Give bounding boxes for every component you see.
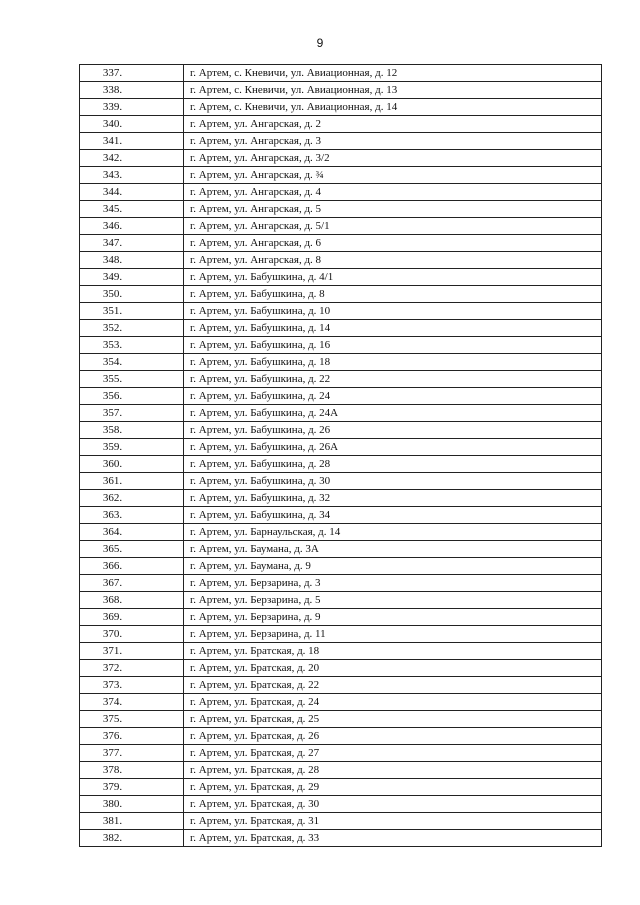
row-address: г. Артем, ул. Братская, д. 33 (184, 830, 602, 847)
row-number: 359. (80, 439, 184, 456)
row-address: г. Артем, ул. Ангарская, д. 3 (184, 133, 602, 150)
row-address: г. Артем, ул. Братская, д. 31 (184, 813, 602, 830)
row-number: 357. (80, 405, 184, 422)
row-address: г. Артем, ул. Бабушкина, д. 24 (184, 388, 602, 405)
table-row (80, 337, 602, 354)
table-row (80, 541, 602, 558)
row-number: 366. (80, 558, 184, 575)
row-address: г. Артем, ул. Братская, д. 18 (184, 643, 602, 660)
row-address: г. Артем, ул. Ангарская, д. 8 (184, 252, 602, 269)
table-row (80, 218, 602, 235)
row-address: г. Артем, ул. Братская, д. 29 (184, 779, 602, 796)
row-number: 374. (80, 694, 184, 711)
row-address: г. Артем, ул. Братская, д. 25 (184, 711, 602, 728)
table-row (80, 303, 602, 320)
row-address: г. Артем, ул. Ангарская, д. 6 (184, 235, 602, 252)
row-number: 351. (80, 303, 184, 320)
table-row (80, 405, 602, 422)
row-number: 382. (80, 830, 184, 847)
table-row (80, 592, 602, 609)
table-row (80, 320, 602, 337)
row-number: 341. (80, 133, 184, 150)
row-address: г. Артем, ул. Бабушкина, д. 24А (184, 405, 602, 422)
table-row (80, 371, 602, 388)
row-number: 362. (80, 490, 184, 507)
table-row (80, 694, 602, 711)
table-row (80, 65, 602, 82)
row-address: г. Артем, ул. Братская, д. 20 (184, 660, 602, 677)
row-number: 379. (80, 779, 184, 796)
table-row (80, 609, 602, 626)
row-number: 361. (80, 473, 184, 490)
table-row (80, 82, 602, 99)
table-row (80, 524, 602, 541)
row-number: 371. (80, 643, 184, 660)
row-number: 372. (80, 660, 184, 677)
row-address: г. Артем, ул. Братская, д. 28 (184, 762, 602, 779)
row-address: г. Артем, ул. Берзарина, д. 9 (184, 609, 602, 626)
row-address: г. Артем, ул. Бабушкина, д. 4/1 (184, 269, 602, 286)
table-row (80, 473, 602, 490)
row-address: г. Артем, ул. Бабушкина, д. 32 (184, 490, 602, 507)
row-number: 375. (80, 711, 184, 728)
row-address: г. Артем, с. Кневичи, ул. Авиационная, д. 14 (184, 99, 602, 116)
table-row (80, 133, 602, 150)
row-address: г. Артем, с. Кневичи, ул. Авиационная, д. 12 (184, 65, 602, 82)
row-number: 337. (80, 65, 184, 82)
row-address: г. Артем, ул. Ангарская, д. 5 (184, 201, 602, 218)
row-address: г. Артем, ул. Братская, д. 30 (184, 796, 602, 813)
table-row (80, 762, 602, 779)
table-row (80, 184, 602, 201)
table-row (80, 354, 602, 371)
table-row (80, 728, 602, 745)
table-row (80, 490, 602, 507)
address-table (79, 64, 602, 847)
table-row (80, 167, 602, 184)
row-number: 363. (80, 507, 184, 524)
row-address: г. Артем, ул. Бабушкина, д. 10 (184, 303, 602, 320)
table-row (80, 830, 602, 847)
row-number: 348. (80, 252, 184, 269)
row-number: 358. (80, 422, 184, 439)
row-number: 376. (80, 728, 184, 745)
row-address: г. Артем, с. Кневичи, ул. Авиационная, д. 13 (184, 82, 602, 99)
row-number: 340. (80, 116, 184, 133)
row-address: г. Артем, ул. Ангарская, д. 5/1 (184, 218, 602, 235)
row-number: 339. (80, 99, 184, 116)
row-number: 349. (80, 269, 184, 286)
table-row (80, 235, 602, 252)
table-row (80, 150, 602, 167)
row-address: г. Артем, ул. Ангарская, д. 3/2 (184, 150, 602, 167)
row-number: 355. (80, 371, 184, 388)
row-address: г. Артем, ул. Берзарина, д. 11 (184, 626, 602, 643)
table-row (80, 558, 602, 575)
table-row (80, 99, 602, 116)
row-number: 350. (80, 286, 184, 303)
table-row (80, 116, 602, 133)
table-row (80, 439, 602, 456)
row-address: г. Артем, ул. Барнаульская, д. 14 (184, 524, 602, 541)
row-address: г. Артем, ул. Бабушкина, д. 28 (184, 456, 602, 473)
table-row (80, 286, 602, 303)
row-number: 352. (80, 320, 184, 337)
address-table-body (80, 65, 602, 847)
table-row (80, 796, 602, 813)
row-address: г. Артем, ул. Бабушкина, д. 26 (184, 422, 602, 439)
table-row (80, 779, 602, 796)
table-row (80, 813, 602, 830)
row-address: г. Артем, ул. Братская, д. 26 (184, 728, 602, 745)
row-address: г. Артем, ул. Бабушкина, д. 18 (184, 354, 602, 371)
row-address: г. Артем, ул. Братская, д. 27 (184, 745, 602, 762)
row-number: 338. (80, 82, 184, 99)
table-row (80, 660, 602, 677)
table-row (80, 507, 602, 524)
row-address: г. Артем, ул. Баумана, д. 9 (184, 558, 602, 575)
row-number: 365. (80, 541, 184, 558)
row-number: 377. (80, 745, 184, 762)
row-number: 360. (80, 456, 184, 473)
row-address: г. Артем, ул. Бабушкина, д. 22 (184, 371, 602, 388)
table-row (80, 626, 602, 643)
row-number: 381. (80, 813, 184, 830)
row-number: 342. (80, 150, 184, 167)
table-row (80, 422, 602, 439)
table-row (80, 677, 602, 694)
row-address: г. Артем, ул. Берзарина, д. 3 (184, 575, 602, 592)
row-address: г. Артем, ул. Ангарская, д. ¾ (184, 167, 602, 184)
row-address: г. Артем, ул. Баумана, д. 3А (184, 541, 602, 558)
row-number: 370. (80, 626, 184, 643)
page-number: 9 (316, 36, 324, 50)
row-number: 343. (80, 167, 184, 184)
row-address: г. Артем, ул. Братская, д. 22 (184, 677, 602, 694)
row-number: 380. (80, 796, 184, 813)
row-number: 353. (80, 337, 184, 354)
row-address: г. Артем, ул. Ангарская, д. 2 (184, 116, 602, 133)
row-address: г. Артем, ул. Бабушкина, д. 26А (184, 439, 602, 456)
row-number: 344. (80, 184, 184, 201)
table-row (80, 643, 602, 660)
row-number: 373. (80, 677, 184, 694)
row-number: 364. (80, 524, 184, 541)
row-address: г. Артем, ул. Бабушкина, д. 14 (184, 320, 602, 337)
row-number: 356. (80, 388, 184, 405)
table-row (80, 575, 602, 592)
table-row (80, 745, 602, 762)
row-address: г. Артем, ул. Ангарская, д. 4 (184, 184, 602, 201)
table-row (80, 456, 602, 473)
row-address: г. Артем, ул. Бабушкина, д. 8 (184, 286, 602, 303)
table-row (80, 252, 602, 269)
row-address: г. Артем, ул. Берзарина, д. 5 (184, 592, 602, 609)
row-address: г. Артем, ул. Братская, д. 24 (184, 694, 602, 711)
row-address: г. Артем, ул. Бабушкина, д. 30 (184, 473, 602, 490)
row-number: 368. (80, 592, 184, 609)
row-number: 346. (80, 218, 184, 235)
row-number: 367. (80, 575, 184, 592)
table-row (80, 388, 602, 405)
row-number: 378. (80, 762, 184, 779)
table-row (80, 711, 602, 728)
row-number: 354. (80, 354, 184, 371)
row-number: 347. (80, 235, 184, 252)
row-address: г. Артем, ул. Бабушкина, д. 34 (184, 507, 602, 524)
table-row (80, 269, 602, 286)
row-number: 369. (80, 609, 184, 626)
row-number: 345. (80, 201, 184, 218)
table-row (80, 201, 602, 218)
row-address: г. Артем, ул. Бабушкина, д. 16 (184, 337, 602, 354)
